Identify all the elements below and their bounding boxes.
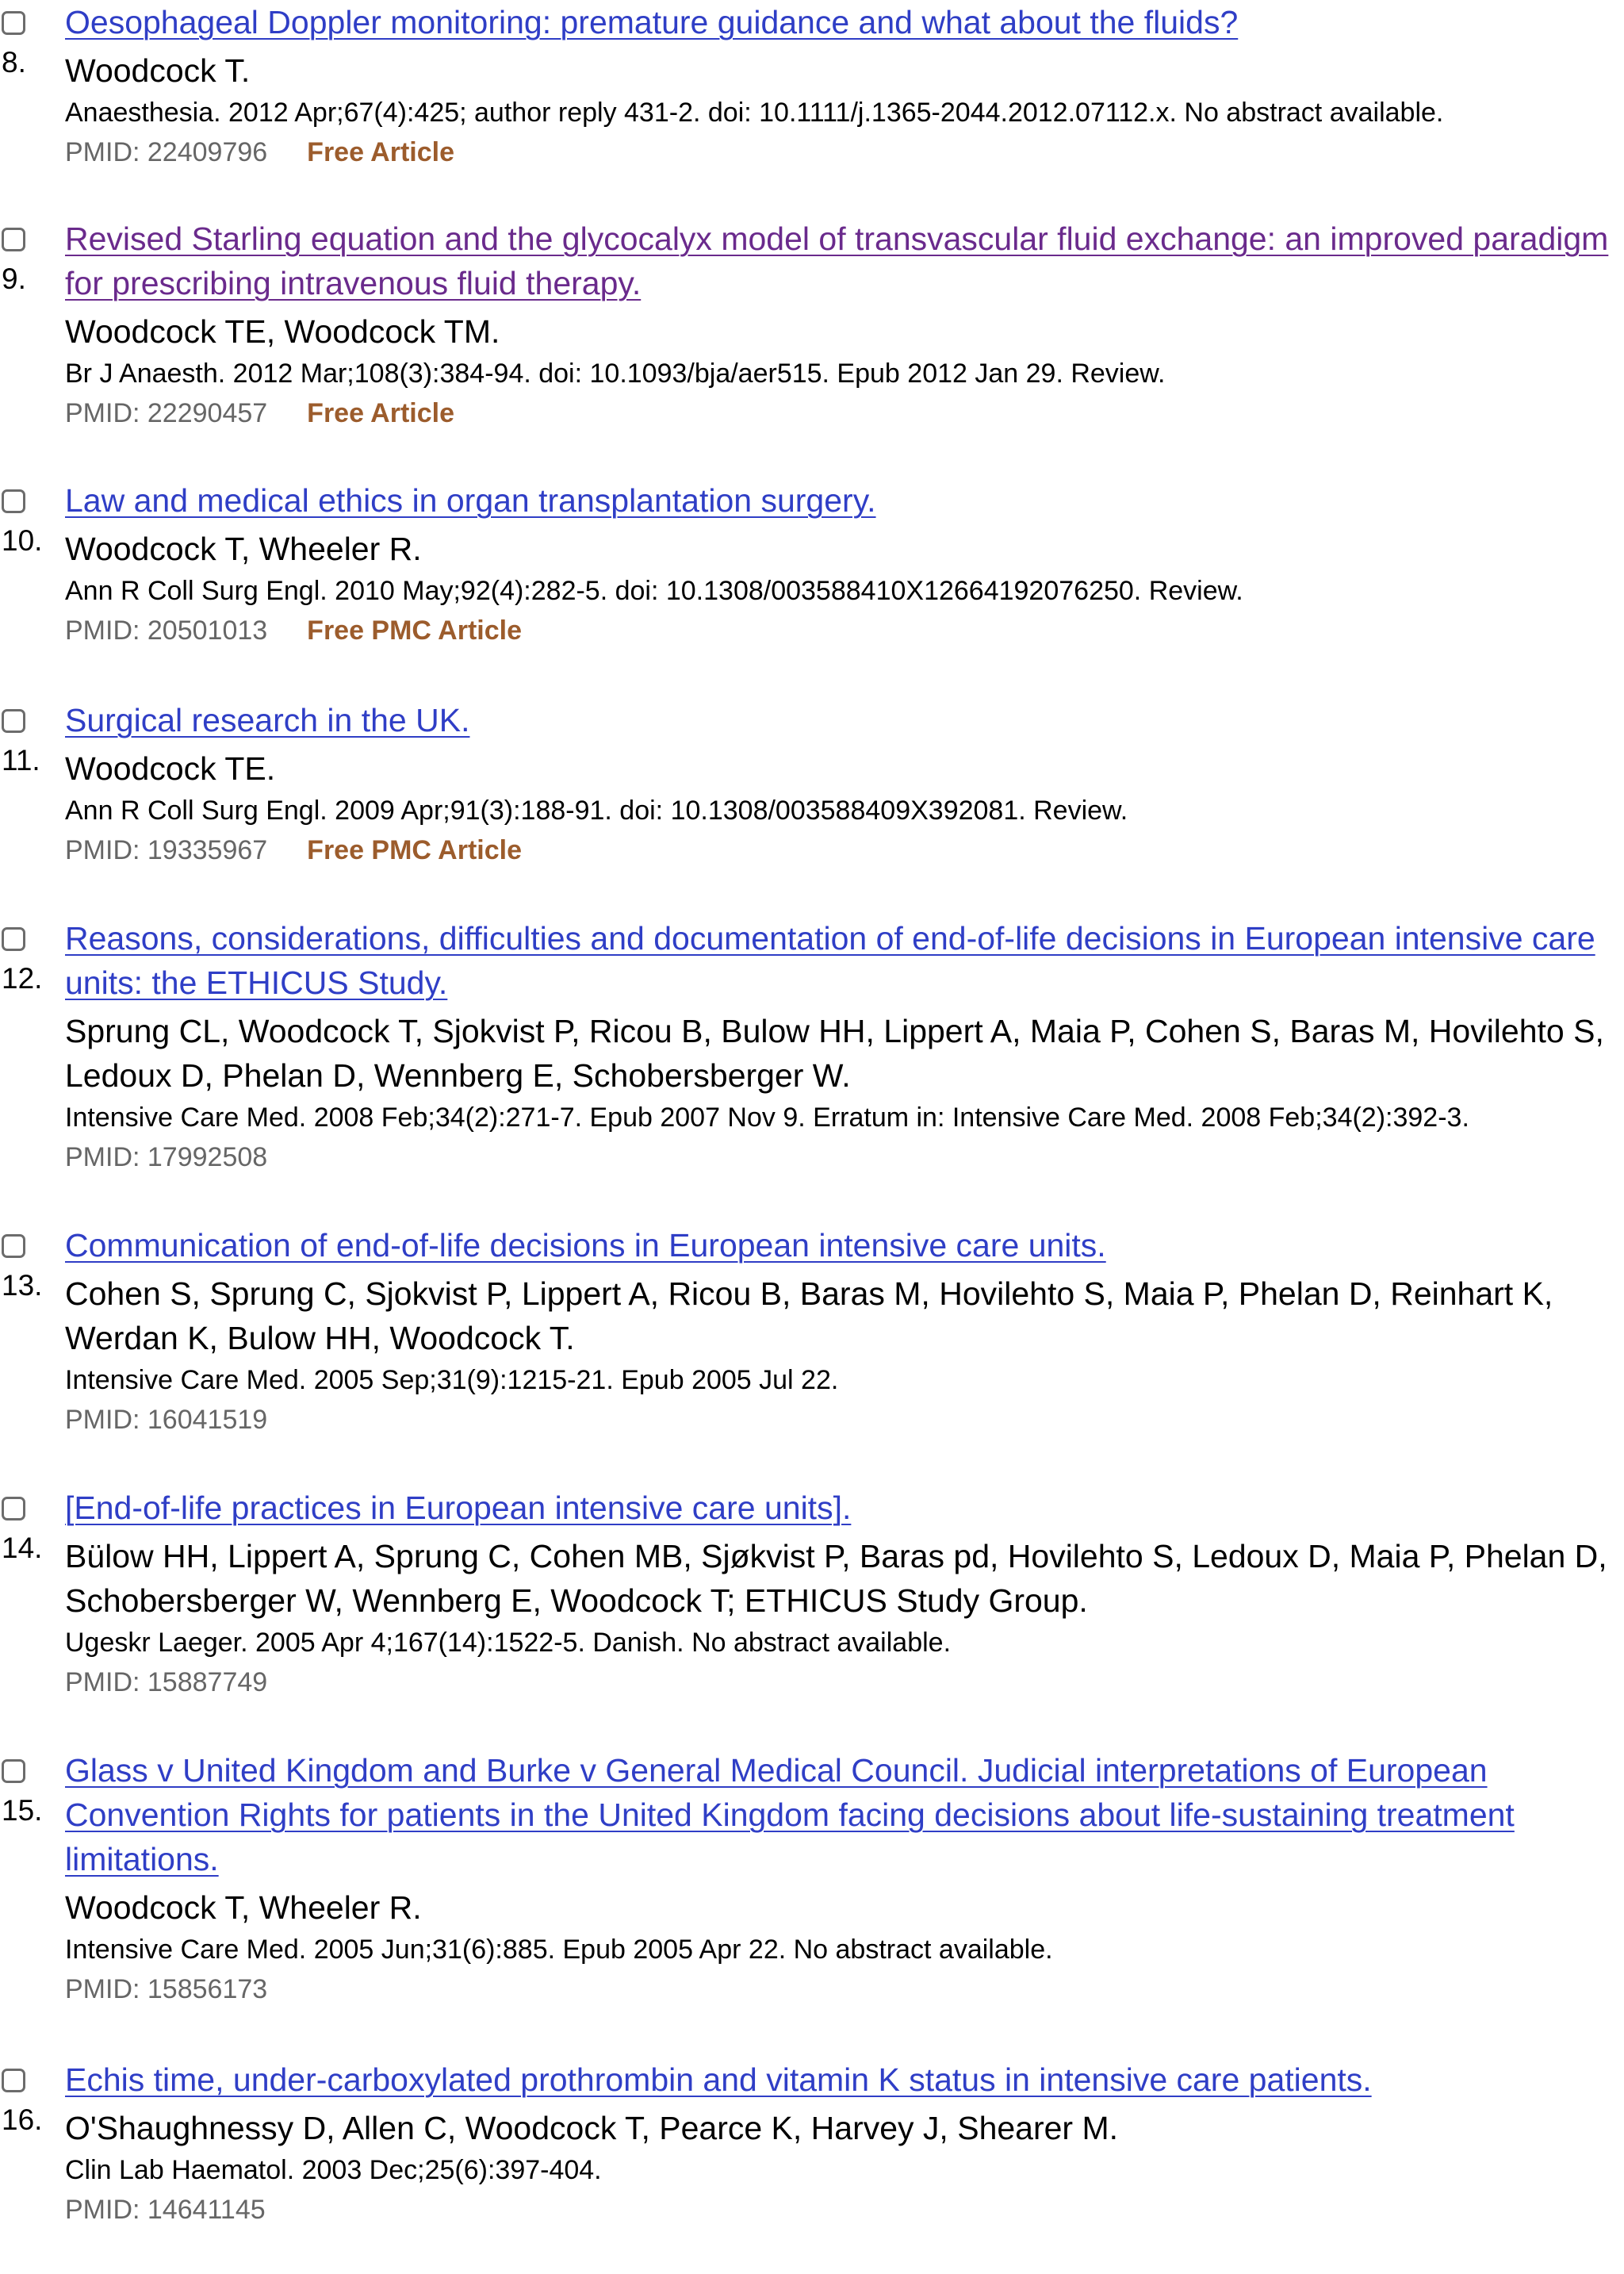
result-citation: Br J Anaesth. 2012 Mar;108(3):384-94. doi: 10.1093/bja/aer515. Epub 2012 Jan 29. Review. xyxy=(65,359,1166,389)
result-authors: Woodcock T, Wheeler R. xyxy=(65,531,422,567)
result-checkbox[interactable] xyxy=(2,1497,25,1520)
result-citation: Intensive Care Med. 2005 Sep;31(9):1215-21. Epub 2005 Jul 22. xyxy=(65,1365,839,1395)
result-pmid: PMID: 15887749 xyxy=(65,1667,268,1697)
result-title-link[interactable]: Echis time, under-carboxylated prothrombin and vitamin K status in intensive care patients. xyxy=(65,2061,1372,2098)
result-id-line xyxy=(65,1662,1624,1702)
result-pmid: PMID: 22409796 xyxy=(65,137,268,167)
free-article-link[interactable]: Free Article xyxy=(307,137,454,167)
result-authors: Woodcock T. xyxy=(65,52,251,89)
result-citation: Ann R Coll Surg Engl. 2010 May;92(4):282-5. doi: 10.1308/003588410X12664192076250. Review. xyxy=(65,576,1243,606)
result-id-line xyxy=(65,2190,1624,2230)
result-id-line xyxy=(65,1137,1624,1177)
result-content xyxy=(65,217,1624,433)
result-checkbox[interactable] xyxy=(2,228,25,251)
result-authors: O'Shaughnessy D, Allen C, Woodcock T, Pearce K, Harvey J, Shearer M. xyxy=(65,2110,1119,2146)
result-number: 8. xyxy=(2,46,26,79)
result-title-link[interactable]: Oesophageal Doppler monitoring: premature guidance and what about the fluids? xyxy=(65,4,1239,40)
result-number: 10. xyxy=(2,524,43,557)
result-checkbox[interactable] xyxy=(2,11,25,35)
result-number: 12. xyxy=(2,962,43,995)
result-number: 14. xyxy=(2,1532,43,1564)
result-checkbox[interactable] xyxy=(2,2069,25,2092)
result-citation: Intensive Care Med. 2008 Feb;34(2):271-7. Epub 2007 Nov 9. Erratum in: Intensive Care Med. 2008 Feb;34(2):392-3. xyxy=(65,1102,1469,1133)
result-authors: Sprung CL, Woodcock T, Sjokvist P, Ricou B, Bulow HH, Lippert A, Maia P, Cohen S, Baras M, Hovilehto S, Ledoux D, Phelan D, Wennberg E, Schobersberger W. xyxy=(65,1013,1604,1094)
result-id-line xyxy=(65,611,1624,650)
result-citation: Anaesthesia. 2012 Apr;67(4):425; author reply 431-2. doi: 10.1111/j.1365-2044.2012.07112.x. No abstract available. xyxy=(65,98,1444,128)
result-title-link[interactable]: Revised Starling equation and the glycocalyx model of transvascular fluid exchange: an improved paradigm for prescribing intravenous fluid therapy. xyxy=(65,220,1609,301)
result-pmid: PMID: 14641145 xyxy=(65,2195,266,2225)
result-number: 13. xyxy=(2,1269,43,1302)
result-title-link[interactable]: Surgical research in the UK. xyxy=(65,702,470,738)
result-citation: Intensive Care Med. 2005 Jun;31(6):885. Epub 2005 Apr 22. No abstract available. xyxy=(65,1935,1053,1965)
result-pmid: PMID: 19335967 xyxy=(65,835,268,865)
result-content xyxy=(65,698,1624,870)
free-article-link[interactable]: Free Article xyxy=(307,398,454,428)
result-content xyxy=(65,1748,1624,2009)
result-checkbox[interactable] xyxy=(2,1234,25,1258)
result-checkbox[interactable] xyxy=(2,709,25,733)
result-title-link[interactable]: Communication of end-of-life decisions in European intensive care units. xyxy=(65,1227,1106,1264)
result-authors: Woodcock TE. xyxy=(65,750,276,787)
result-content xyxy=(65,0,1624,172)
result-content xyxy=(65,2057,1624,2230)
result-pmid: PMID: 15856173 xyxy=(65,1974,268,2004)
result-id-line xyxy=(65,830,1624,870)
result-pmid: PMID: 20501013 xyxy=(65,615,268,646)
result-citation: Ugeskr Laeger. 2005 Apr 4;167(14):1522-5. Danish. No abstract available. xyxy=(65,1628,952,1658)
result-authors: Bülow HH, Lippert A, Sprung C, Cohen MB, Sjøkvist P, Baras pd, Hovilehto S, Ledoux D, Maia P, Phelan D, Schobersberger W, Wennberg E, Woodcock T; ETHICUS Study Group. xyxy=(65,1538,1607,1619)
result-authors: Cohen S, Sprung C, Sjokvist P, Lippert A, Ricou B, Baras M, Hovilehto S, Maia P, Phelan D, Reinhart K, Werdan K, Bulow HH, Woodcock T. xyxy=(65,1275,1553,1356)
result-citation: Ann R Coll Surg Engl. 2009 Apr;91(3):188-91. doi: 10.1308/003588409X392081. Review. xyxy=(65,796,1128,826)
result-title-link[interactable]: [End-of-life practices in European intensive care units]. xyxy=(65,1490,852,1526)
result-citation: Clin Lab Haematol. 2003 Dec;25(6):397-404. xyxy=(65,2155,602,2185)
result-id-line xyxy=(65,132,1624,172)
result-content xyxy=(65,1223,1624,1440)
result-authors: Woodcock T, Wheeler R. xyxy=(65,1889,422,1926)
result-title-link[interactable]: Glass v United Kingdom and Burke v General Medical Council. Judicial interpretations of European Convention Rights for patients in the United Kingdom facing decisions about life-sustaining treatment limitations. xyxy=(65,1752,1515,1877)
free-article-link[interactable]: Free PMC Article xyxy=(307,615,522,646)
result-number: 16. xyxy=(2,2103,43,2136)
result-number: 15. xyxy=(2,1794,43,1827)
free-article-link[interactable]: Free PMC Article xyxy=(307,835,522,865)
result-content xyxy=(65,916,1624,1177)
result-title-link[interactable]: Law and medical ethics in organ transplantation surgery. xyxy=(65,482,876,519)
result-pmid: PMID: 22290457 xyxy=(65,398,268,428)
result-content xyxy=(65,1486,1624,1702)
result-checkbox[interactable] xyxy=(2,1759,25,1783)
result-number: 11. xyxy=(2,744,40,777)
result-id-line xyxy=(65,1969,1624,2009)
result-authors: Woodcock TE, Woodcock TM. xyxy=(65,313,500,350)
result-checkbox[interactable] xyxy=(2,489,25,513)
result-content xyxy=(65,478,1624,650)
result-pmid: PMID: 17992508 xyxy=(65,1142,268,1172)
result-title-link[interactable]: Reasons, considerations, difficulties and documentation of end-of-life decisions in European intensive care units: the ETHICUS Study. xyxy=(65,920,1595,1001)
result-id-line xyxy=(65,393,1624,433)
result-id-line xyxy=(65,1400,1624,1440)
result-number: 9. xyxy=(2,263,26,295)
result-pmid: PMID: 16041519 xyxy=(65,1405,268,1435)
result-checkbox[interactable] xyxy=(2,927,25,951)
